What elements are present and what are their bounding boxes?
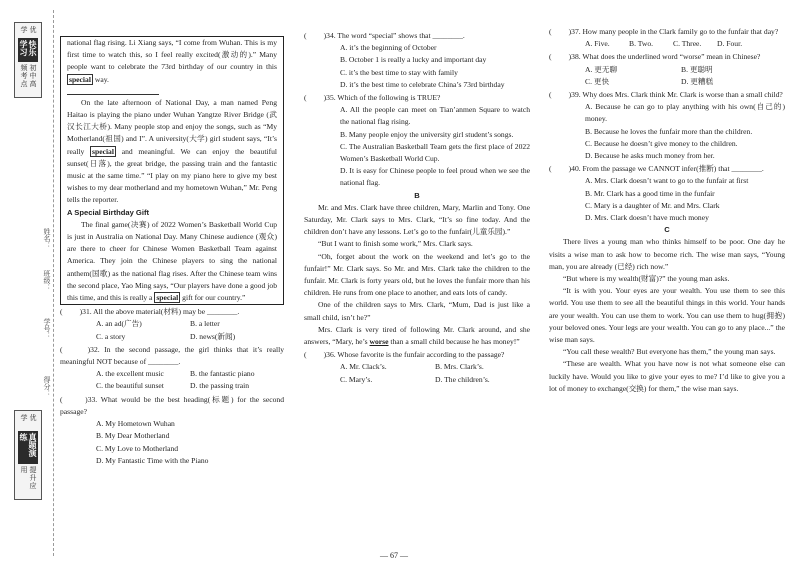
q35-option-b[interactable]: B. Many people enjoy the university girl student’s songs.	[340, 129, 514, 139]
question-36: ( )36. Whose favorite is the funfair according to the passage?	[304, 350, 505, 360]
q36-options-row1	[304, 361, 530, 373]
passage-a-line: national flag rising. Li Xiang says, “I come from Wuhan. This is my first time to watch this, so I feel really excited(激动的).” Many people want to celebrate the 73rd birthday of our country in this	[67, 38, 277, 72]
q36-option-c[interactable]: C. Mary’s.	[340, 374, 373, 384]
para3-text-end: gift for our country.”	[180, 293, 246, 303]
q36-options-row2	[304, 374, 530, 386]
q40-option-b[interactable]: B. Mr. Clark has a good time in the funfair	[585, 188, 715, 198]
section-b-heading: B	[414, 190, 420, 200]
q38-option-c[interactable]: C. 更快	[585, 76, 610, 86]
q37-options	[549, 38, 785, 50]
q31-option-c[interactable]: C. a story	[96, 331, 126, 341]
passage-b-para2: “But I want to finish some work,” Mrs. Clark says.	[318, 239, 473, 249]
brand-bottom-text: 优学	[20, 414, 37, 422]
q35-option-d[interactable]: D. It is easy for Chinese people to feel proud when we see the national flag.	[340, 166, 530, 188]
q35-option-c[interactable]: C. The Australian Basketball Team gets the first place of 2022 Women’s Basketball World Cup.	[340, 141, 530, 164]
cut-line	[53, 10, 54, 556]
q36-option-b[interactable]: B. Mrs. Clark’s.	[435, 362, 484, 372]
q37-option-a[interactable]: A. Five.	[585, 39, 610, 49]
passage-b-para5	[304, 324, 530, 348]
passage-a-para2	[67, 97, 277, 207]
q39-option-a[interactable]: A. Because he can go to play anything with his own(自己的) money.	[585, 102, 785, 124]
q32-options-row2	[60, 380, 284, 392]
q38-options-row2	[549, 76, 785, 88]
q31-options-row2	[60, 331, 284, 343]
passage-c-para4: “You call these wealth? But everyone has them,” the young man says.	[563, 347, 776, 357]
q38-option-d[interactable]: D. 更糟糕	[681, 76, 714, 86]
q40-option-a[interactable]: A. Mrs. Clark doesn’t want to go to the funfair at first	[585, 176, 749, 186]
question-31: ( )31. All the above material(材料) may be ________.	[60, 307, 240, 317]
q34-option-c[interactable]: C. it’s the best time to stay with family	[340, 67, 458, 77]
q34-option-a[interactable]: A. it’s the beginning of October	[340, 43, 437, 53]
brand-label-bottom	[14, 410, 42, 500]
q32-option-c[interactable]: C. the beautiful sunset	[96, 381, 164, 391]
q35-option-a[interactable]: A. All the people can meet on Tian’anmen Square to watch the national flag rising.	[340, 105, 530, 127]
brand-label-top	[14, 22, 42, 98]
q40-option-c[interactable]: C. Mary is a daughter of Mr. and Mrs. Clark	[585, 200, 720, 210]
para5-text-end: than a small child because he has money!”	[388, 337, 520, 347]
special-word-box-2: special	[92, 146, 114, 156]
gift-heading: A Special Birthday Gift	[67, 207, 149, 217]
passage-a-para3	[67, 219, 277, 304]
special-word-box: special	[69, 74, 91, 84]
q32-option-a[interactable]: A. the excellent music	[96, 369, 164, 379]
q32-option-d[interactable]: D. the passing train	[190, 381, 250, 391]
question-33: ( )33. What would be the best heading(标题) for the second passage?	[60, 394, 284, 416]
q33-option-b[interactable]: B. My Dear Motherland	[96, 431, 170, 441]
para2-text: On the late afternoon of National Day, a man named Peng Haitao is playing the piano under Wuhan Yangtze River Bridge (武汉长江大桥). Many people stop and enjoy the songs, such as “My Motherland(祖国) and I”. A university(大学) girl student says, “It’s really	[67, 97, 277, 156]
q34-option-b[interactable]: B. October 1 is really a lucky and important day	[340, 55, 487, 65]
column-2	[304, 30, 530, 386]
q37-option-d[interactable]: D. Four.	[717, 39, 743, 49]
special-word-box-3: special	[156, 293, 179, 303]
q40-option-d[interactable]: D. Mrs. Clark doesn’t have much money	[585, 213, 709, 223]
column-1	[60, 36, 284, 467]
passage-a-box	[60, 36, 284, 305]
para3-text: The final game(决赛) of 2022 Women’s Basketball World Cup is just in Australia on National Day. Many Chinese audience (观众) are there to cheer for Chinese Women Basketball Team against America. They join the Chinese players to sing the national anthem(国歌) as the national flag rises. After the Chinese team wins the second place, Yao Ming says, “Our players have done a good job this time, and this is really a	[67, 219, 277, 303]
field-name-label: 姓名：	[43, 228, 51, 249]
underlined-word-worse: worse	[369, 337, 389, 347]
brand-top-badge: 快乐学习	[18, 38, 38, 62]
question-37: ( )37. How many people in the Clark family go to the funfair that day?	[549, 27, 779, 36]
question-32: ( )32. In the second passage, the girl thinks that it’s really meaningful NOT because of ________.	[60, 344, 284, 367]
q37-option-c[interactable]: C. Three.	[673, 39, 702, 49]
q31-options-row1	[60, 318, 284, 330]
passage-b-para1: Mr. and Mrs. Clark have three children, Mary, Marlin and Tony. One Saturday, Mr. Clark says to Mrs. Clark, “It’s so fine today. And the children don’t have any lessons. Let’s go to the funfair(儿童乐园).”	[304, 202, 530, 237]
passage-c-para2: “But where is my wealth(财富)?” the young man asks.	[563, 274, 730, 284]
q38-option-a[interactable]: A. 更无聊	[585, 64, 618, 74]
field-class-label: 班级：	[43, 270, 51, 291]
passage-c-para5: “These are wealth. What you have now is not what someone else can luckily have. Would you like to give your eyes to me? I’d like to give you a lot of money to exchange(交换) for them,” the wise man says.	[549, 359, 785, 393]
q38-option-b[interactable]: B. 更聪明	[681, 64, 713, 74]
para5-text: Mrs. Clark is very tired of following Mr. Clark around, and she answers, “Mary, he’s	[304, 324, 530, 347]
section-c-heading: C	[664, 225, 670, 235]
brand-top-subtext: 初中高频考点	[20, 64, 37, 88]
q37-option-b[interactable]: B. Two.	[629, 39, 654, 49]
q39-option-d[interactable]: D. Because he asks much money from her.	[585, 151, 715, 161]
passage-c-para1: There lives a young man who thinks himself to be poor. One day he visits a wise man to ask how to become rich. The wise man says, “Young man, you are already (已经) rich now.”	[549, 237, 785, 271]
field-id-label: 学号：	[43, 318, 51, 339]
question-39: ( )39. Why does Mrs. Clark think Mr. Clark is worse than a small child?	[549, 90, 783, 100]
passage-b-para3: “Oh, forget about the work on the weekend and let’s go to the funfair!” Mr. Clark says. So Mr. and Mrs. Clark take the children to the funfair. Mr. Clark is forty years old, but he loves the funfair more than his children. He runs from one place to another, and eats lots of candy.	[304, 251, 530, 298]
q36-option-a[interactable]: A. Mr. Clack’s.	[340, 362, 387, 372]
q31-option-a[interactable]: A. an ad(广告)	[96, 319, 142, 329]
passage-c-para3: “It is with you. Your eyes are your wealth. You use them to see this world. You use them to see all the beautiful things in this world. Your hands are your wealth. You can use them to work. You can use them to hug(拥抱) your beloved ones. Your legs are your wealth. You can go to any place...” the wise man says.	[549, 286, 785, 345]
brand-top-text: 优学	[20, 26, 37, 34]
q39-option-c[interactable]: C. Because he doesn’t give money to the children.	[585, 138, 738, 148]
q31-option-b[interactable]: B. a letter	[190, 319, 220, 329]
page-number: — 67 —	[380, 551, 408, 560]
question-38: ( )38. What does the underlined word “worse” mean in Chinese?	[549, 52, 761, 62]
column-3	[549, 26, 785, 395]
q33-option-d[interactable]: D. My Fantastic Time with the Piano	[96, 455, 209, 465]
brand-bottom-subtext: 提升应用	[20, 466, 37, 491]
divider-rule	[67, 86, 159, 95]
passage-a-line-end: way.	[92, 74, 109, 84]
passage-a-text	[67, 37, 277, 86]
q33-option-a[interactable]: A. My Hometown Wuhan	[96, 419, 175, 429]
question-34: ( )34. The word “special” shows that ________.	[304, 31, 465, 40]
q32-options-row1	[60, 368, 284, 380]
binding-margin	[0, 0, 56, 566]
q33-option-c[interactable]: C. My Love to Motherland	[96, 443, 179, 453]
q38-options-row1	[549, 64, 785, 76]
field-score-label: 得分：	[43, 376, 51, 397]
q36-option-d[interactable]: D. The children’s.	[435, 374, 490, 384]
brand-bottom-badge: 真题演练	[18, 431, 38, 465]
q32-option-b[interactable]: B. the fantastic piano	[190, 369, 255, 379]
q39-option-b[interactable]: B. Because he loves the funfair more than the children.	[585, 126, 753, 136]
q31-option-d[interactable]: D. news(新闻)	[190, 331, 236, 341]
q34-option-d[interactable]: D. it’s the best time to celebrate China’s 73rd birthday	[340, 79, 505, 89]
para2-text-end: and meaningful. We can enjoy the beautiful sunset(日落), the great bridge, the passing train and the fantastic music at the same time.” “I play on my piano here to give my best wishes to my dear motherland and my hometown Wuhan,” Mr. Peng tells the reporter.	[67, 146, 278, 205]
question-35: ( )35. Which of the following is TRUE?	[304, 93, 441, 103]
question-40: ( )40. From the passage we CANNOT infer(推断) that ________.	[549, 164, 764, 174]
passage-b-para4: One of the children says to Mrs. Clark, “Mum, Dad is just like a small child, isn’t he?”	[304, 300, 530, 322]
